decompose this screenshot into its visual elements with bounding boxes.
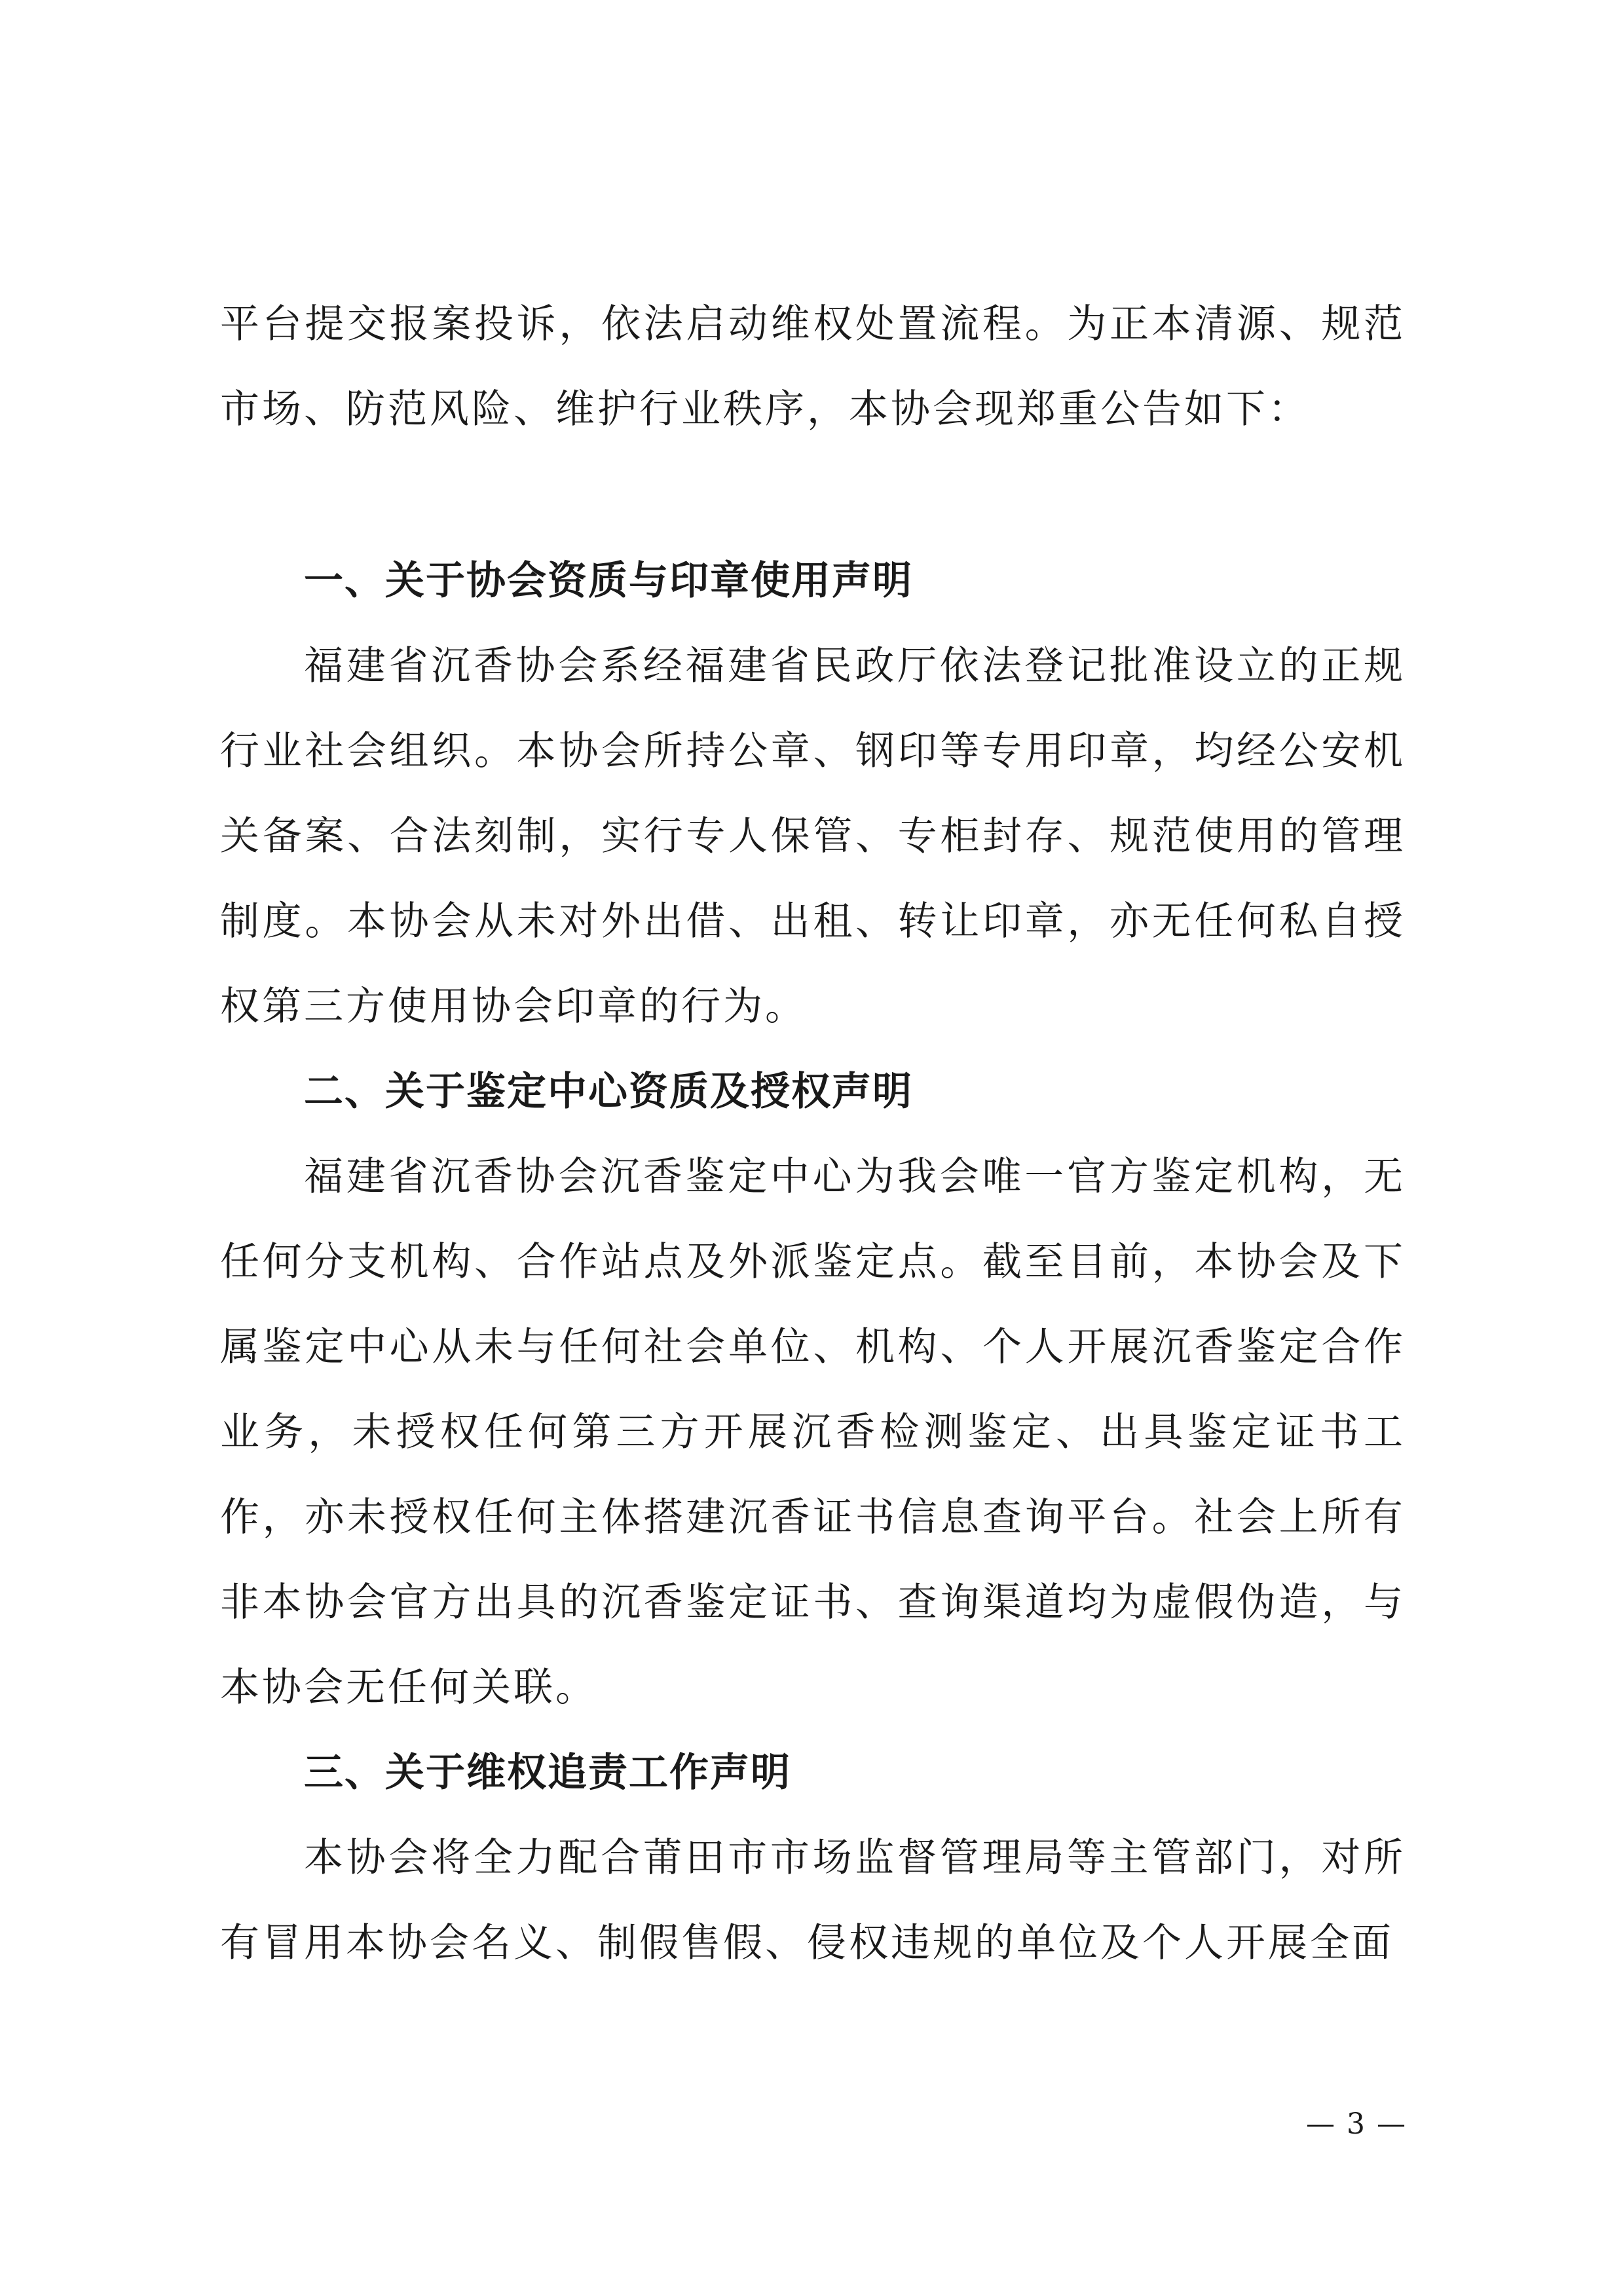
sections-block xyxy=(220,538,1406,1986)
intro-paragraph: 平台提交报案投诉，依法启动维权处置流程。为正本清源、规范市场、防范风险、维护行业秩序，本协会现郑重公告如下： xyxy=(220,301,1406,432)
section-paragraph-rights: 本协会将全力配合莆田市市场监督管理局等主管部门，对所有冒用本协会名义、制假售假、侵权违规的单位及个人开展全面 xyxy=(220,1835,1406,1966)
page-number: — 3 — xyxy=(1306,2107,1407,2141)
section-heading-seal: 一、关于协会资质与印章使用声明 xyxy=(304,558,913,604)
intro-block xyxy=(220,282,1406,452)
section-paragraph-appraisal: 福建省沉香协会沉香鉴定中心为我会唯一官方鉴定机构，无任何分支机构、合作站点及外派鉴定点。截至目前，本协会及下属鉴定中心从未与任何社会单位、机构、个人开展沉香鉴定合作业务，未授权任何第三方开展沉香检测鉴定、出具鉴定证书工作，亦未授权任何主体搭建沉香证书信息查询平台。社会上所有非本协会官方出具的沉香鉴定证书、查询渠道均为虚假伪造，与本协会无任何关联。 xyxy=(220,1154,1406,1711)
section-heading-appraisal: 二、关于鉴定中心资质及授权声明 xyxy=(304,1069,913,1115)
section-paragraph-seal: 福建省沉香协会系经福建省民政厅依法登记批准设立的正规行业社会组织。本协会所持公章、钢印等专用印章，均经公安机关备案、合法刻制，实行专人保管、专柜封存、规范使用的管理制度。本协会从未对外出借、出租、转让印章，亦无任何私自授权第三方使用协会印章的行为。 xyxy=(220,643,1406,1029)
section-heading-rights: 三、关于维权追责工作声明 xyxy=(304,1750,791,1796)
